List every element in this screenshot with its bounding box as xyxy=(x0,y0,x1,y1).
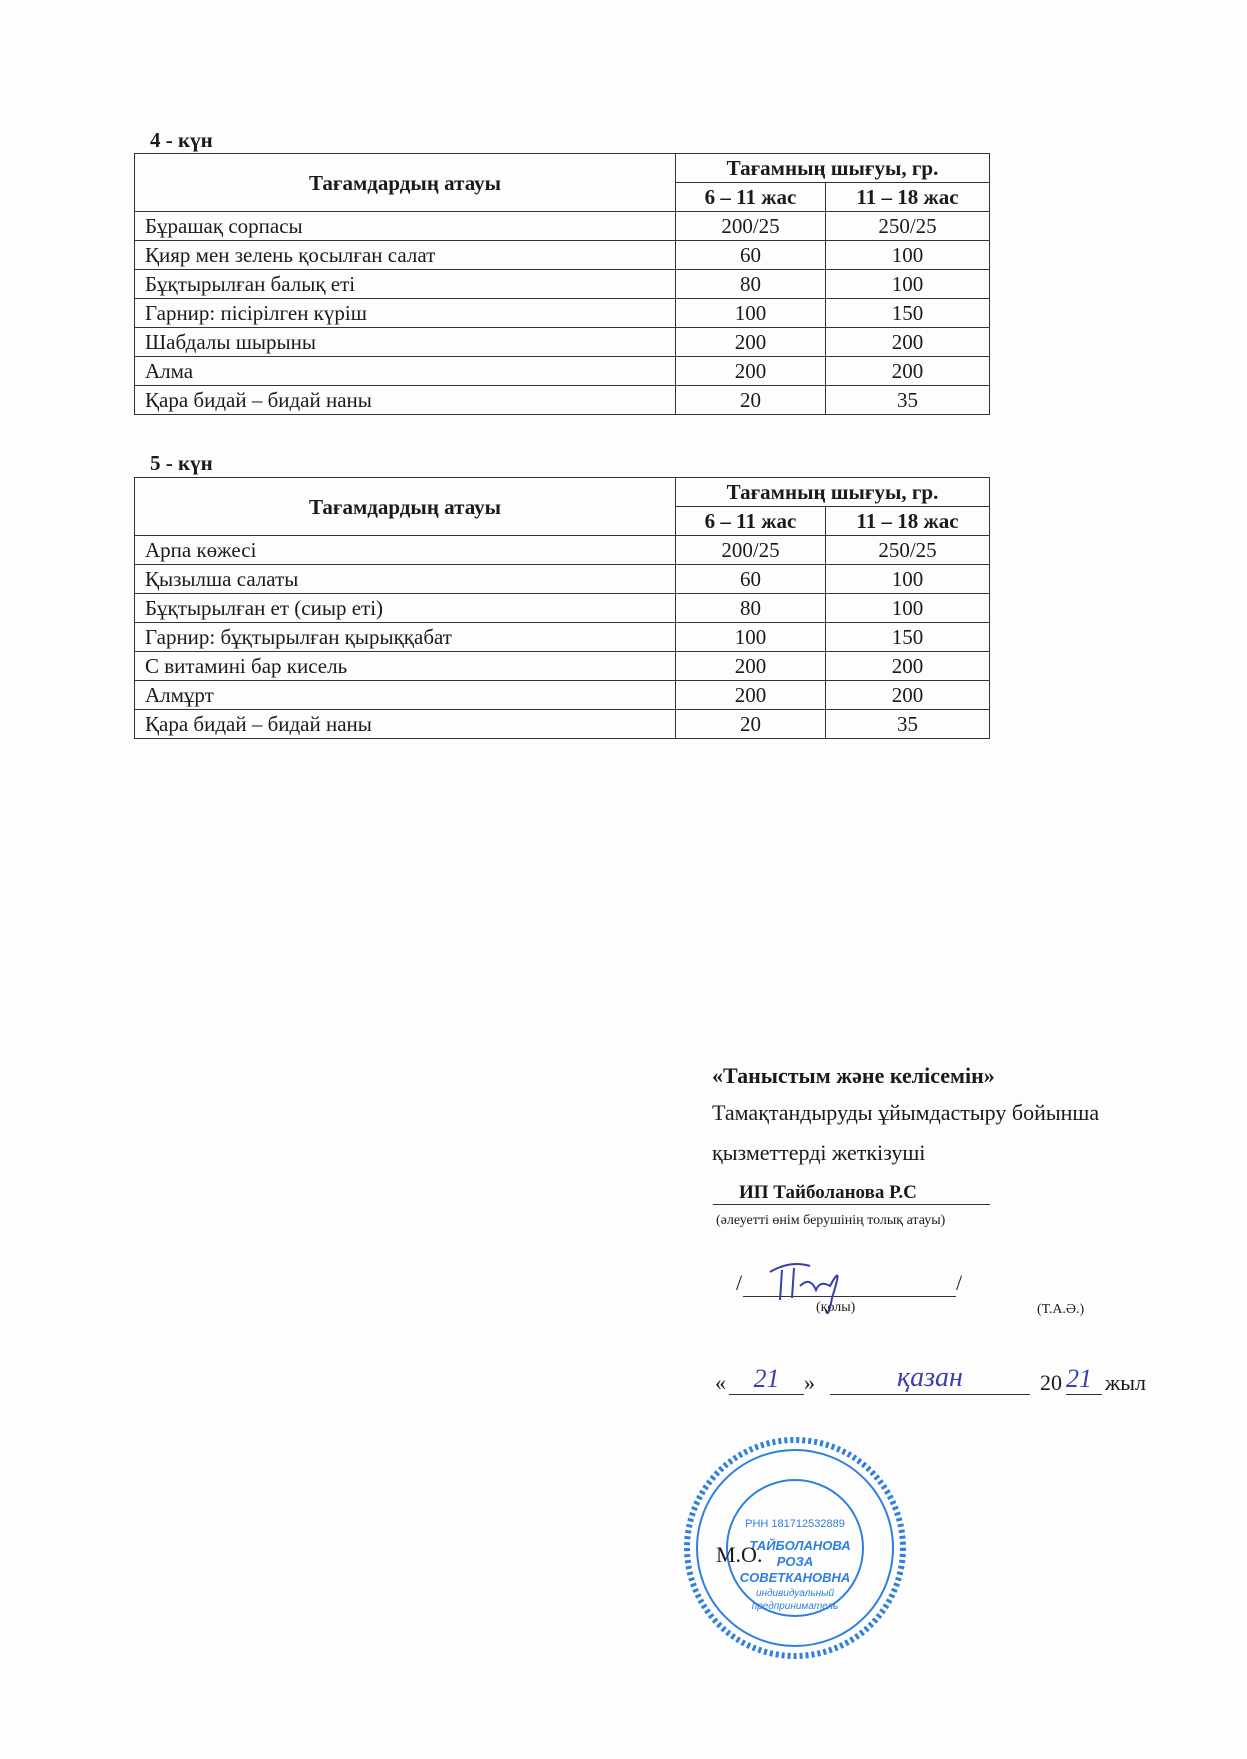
dish-name: Қара бидай – бидай наны xyxy=(135,710,676,739)
portion-6-11: 60 xyxy=(676,565,826,594)
table-row xyxy=(135,565,990,594)
portion-11-18: 35 xyxy=(826,386,990,415)
seal-role2: предприниматель xyxy=(751,1601,839,1612)
dish-name: Арпа көжесі xyxy=(135,536,676,565)
seal-role1: индивидуальный xyxy=(755,1588,835,1599)
supplier-caption: (әлеуетті өнім берушінің толық атауы) xyxy=(716,1213,946,1228)
day-5-title: 5 - күн xyxy=(150,451,213,475)
signature-caption: (қолы) xyxy=(816,1300,856,1315)
portion-11-18: 150 xyxy=(826,299,990,328)
portion-6-11: 60 xyxy=(676,241,826,270)
approval-title: «Таныстым және келісемін» xyxy=(712,1063,995,1088)
portion-6-11: 100 xyxy=(676,299,826,328)
dish-name: Қызылша салаты xyxy=(135,565,676,594)
seal-stamp xyxy=(680,1433,910,1663)
table-row xyxy=(135,594,990,623)
portion-6-11: 200 xyxy=(676,357,826,386)
seal-rnn: РНН 181712532889 xyxy=(745,1518,845,1530)
seal-label: М.О. xyxy=(716,1542,763,1567)
name-caption: (Т.А.Ә.) xyxy=(1037,1302,1085,1317)
header-name: Тағамдардың атауы xyxy=(135,478,676,536)
date-open-quote: « xyxy=(715,1370,726,1395)
table-row xyxy=(135,299,990,328)
table-row xyxy=(135,386,990,415)
date-close-quote: » xyxy=(804,1370,815,1395)
table-row xyxy=(135,652,990,681)
day-4-table xyxy=(134,153,990,415)
dish-name: Алмұрт xyxy=(135,681,676,710)
table-row xyxy=(135,536,990,565)
dish-name: Гарнир: бұқтырылған қырыққабат xyxy=(135,623,676,652)
portion-6-11: 200 xyxy=(676,681,826,710)
dish-name: Гарнир: пісірілген күріш xyxy=(135,299,676,328)
approval-line2: қызметтерді жеткізуші xyxy=(712,1140,926,1165)
portion-6-11: 80 xyxy=(676,594,826,623)
portion-11-18: 200 xyxy=(826,681,990,710)
portion-11-18: 150 xyxy=(826,623,990,652)
portion-6-11: 80 xyxy=(676,270,826,299)
portion-6-11: 100 xyxy=(676,623,826,652)
table-row xyxy=(135,241,990,270)
seal-name2: РОЗА xyxy=(776,1554,814,1569)
portion-11-18: 100 xyxy=(826,565,990,594)
table-row xyxy=(135,357,990,386)
portion-11-18: 35 xyxy=(826,710,990,739)
portion-11-18: 250/25 xyxy=(826,212,990,241)
dish-name: Бұқтырылған ет (сиыр еті) xyxy=(135,594,676,623)
header-age2: 11 – 18 жас xyxy=(826,183,990,212)
header-output: Тағамның шығуы, гр. xyxy=(676,478,990,507)
date-day: 21 xyxy=(729,1364,804,1395)
date-month: қазан xyxy=(830,1362,1030,1395)
portion-6-11: 200 xyxy=(676,652,826,681)
dish-name: Қияр мен зелень қосылған салат xyxy=(135,241,676,270)
portion-11-18: 200 xyxy=(826,652,990,681)
year-prefix: 20 xyxy=(1040,1370,1062,1395)
portion-6-11: 200/25 xyxy=(676,536,826,565)
dish-name: Шабдалы шырыны xyxy=(135,328,676,357)
header-output: Тағамның шығуы, гр. xyxy=(676,154,990,183)
year-suffix: 21 xyxy=(1066,1364,1102,1395)
portion-6-11: 20 xyxy=(676,386,826,415)
table-row xyxy=(135,328,990,357)
portion-11-18: 200 xyxy=(826,357,990,386)
portion-11-18: 100 xyxy=(826,270,990,299)
seal-name3: СОВЕТКАНОВНА xyxy=(739,1570,851,1585)
dish-name: Бұқтырылған балық еті xyxy=(135,270,676,299)
table-row xyxy=(135,270,990,299)
portion-11-18: 200 xyxy=(826,328,990,357)
dish-name: Қара бидай – бидай наны xyxy=(135,386,676,415)
approval-line1: Тамақтандыруды ұйымдастыру бойынша xyxy=(712,1100,1100,1125)
header-age2: 11 – 18 жас xyxy=(826,507,990,536)
table-row xyxy=(135,212,990,241)
signature-slash-right: / xyxy=(956,1270,963,1295)
portion-6-11: 20 xyxy=(676,710,826,739)
table-row xyxy=(135,710,990,739)
table-row xyxy=(135,681,990,710)
dish-name: Алма xyxy=(135,357,676,386)
portion-11-18: 100 xyxy=(826,241,990,270)
header-age1: 6 – 11 жас xyxy=(676,507,826,536)
day-4-title: 4 - күн xyxy=(150,128,213,152)
table-row xyxy=(135,623,990,652)
supplier-name: ИП Тайболанова Р.С xyxy=(713,1182,990,1205)
dish-name: Бұрашақ сорпасы xyxy=(135,212,676,241)
header-name: Тағамдардың атауы xyxy=(135,154,676,212)
signature-slash-left: / xyxy=(736,1270,743,1295)
seal-name1: ТАЙБОЛАНОВА xyxy=(749,1538,851,1553)
portion-6-11: 200 xyxy=(676,328,826,357)
year-word: жыл xyxy=(1105,1370,1146,1395)
day-5-table xyxy=(134,477,990,739)
portion-11-18: 250/25 xyxy=(826,536,990,565)
header-age1: 6 – 11 жас xyxy=(676,183,826,212)
portion-11-18: 100 xyxy=(826,594,990,623)
dish-name: С витамині бар кисель xyxy=(135,652,676,681)
portion-6-11: 200/25 xyxy=(676,212,826,241)
